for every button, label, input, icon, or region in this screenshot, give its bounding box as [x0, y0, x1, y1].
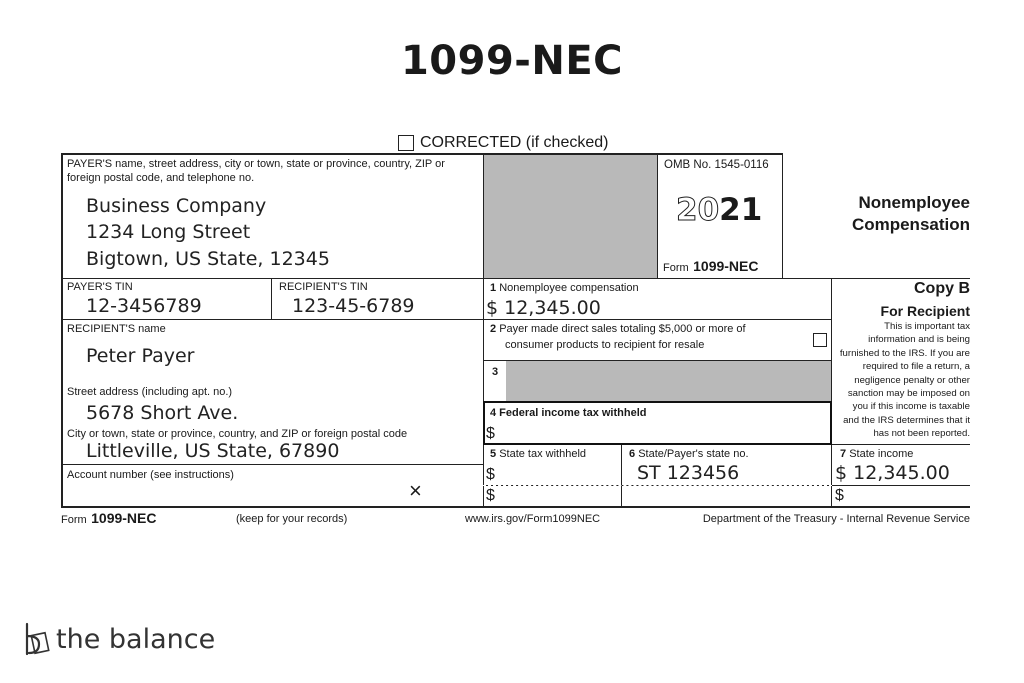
recipient-tin: 123-45-6789: [292, 295, 415, 317]
city-label: City or town, state or province, country, and ZIP or foreign postal code: [67, 428, 408, 440]
payer-label: PAYER'S name, street address, city or town, state or province, country, ZIP or foreign postal code, and telephone no.: [67, 158, 445, 184]
form-heading-line1: Nonemployee: [858, 193, 970, 212]
recipient-city: Littleville, US State, 67890: [86, 440, 340, 462]
corrected-label: CORRECTED (if checked): [420, 134, 609, 151]
divider: [61, 464, 484, 465]
box7-value: $ 12,345.00: [835, 462, 950, 484]
footer-department: Department of the Treasury - Internal Revenue Service: [702, 513, 970, 525]
copy-label: Copy B: [914, 280, 970, 297]
box3-shaded: [506, 361, 831, 401]
payer-city: Bigtown, US State, 12345: [86, 248, 330, 270]
box6-value: ST 123456: [637, 462, 740, 484]
recipient-name: Peter Payer: [86, 345, 195, 367]
payer-tin: 12-3456789: [86, 295, 202, 317]
box5-dollar-1: $: [486, 466, 495, 483]
form-border-top: [61, 153, 783, 155]
divider: [483, 485, 832, 486]
for-recipient-label: For Recipient: [880, 303, 970, 319]
tax-year-outline: 20: [676, 192, 720, 228]
recipient-tin-label: RECIPIENT'S TIN: [279, 281, 368, 293]
footer-url[interactable]: www.irs.gov/Form1099NEC: [465, 513, 601, 525]
divider: [271, 278, 272, 320]
box7-label: 7 State income: [840, 448, 914, 460]
box1-value: $ 12,345.00: [486, 297, 601, 319]
recipient-name-label: RECIPIENT'S name: [67, 323, 166, 335]
box5-dollar-2: $: [486, 487, 495, 504]
box4-label: 4 Federal income tax withheld: [490, 407, 647, 419]
footer-form-name: Form 1099-NEC: [61, 510, 157, 526]
divider: [657, 153, 658, 278]
recipient-notice: This is important tax information and is being furnished to the IRS. If you are required to file a return, a negligence penalty or other sanction may be imposed on you if this income is taxable and the IRS determines that it has not been reported.: [839, 321, 970, 440]
corrected-checkbox[interactable]: [398, 135, 414, 151]
tax-year: [676, 192, 762, 228]
close-icon: ×: [409, 478, 422, 503]
box3-label: 3: [492, 366, 499, 378]
box1-label: 1 Nonemployee compensation: [490, 282, 639, 294]
account-label: Account number (see instructions): [67, 469, 234, 481]
divider: [782, 153, 783, 278]
box2-label: 2 Payer made direct sales totaling $5,000 or more of: [490, 323, 746, 335]
shaded-area: [484, 155, 657, 278]
divider: [832, 485, 970, 486]
form-border-bottom: [61, 506, 970, 508]
footer-keep: (keep for your records): [236, 513, 348, 525]
payer-street: 1234 Long Street: [86, 221, 251, 243]
box5-label: 5 State tax withheld: [490, 448, 587, 460]
street-address: 5678 Short Ave.: [86, 402, 239, 424]
divider: [832, 444, 970, 445]
payer-name: Business Company: [86, 195, 267, 217]
omb-number: OMB No. 1545-0116: [664, 159, 769, 171]
box2-checkbox[interactable]: [813, 333, 827, 347]
form-heading-line2: Compensation: [851, 215, 970, 234]
form-border-left: [61, 153, 63, 507]
divider: [61, 278, 970, 279]
payer-tin-label: PAYER'S TIN: [67, 281, 133, 293]
page-title: 1099-NEC: [400, 38, 624, 84]
box7-dollar-2: $: [835, 487, 844, 504]
corrected-checkbox-row[interactable]: [398, 134, 608, 152]
divider: [621, 444, 622, 507]
street-label: Street address (including apt. no.): [67, 386, 233, 398]
divider: [483, 319, 832, 320]
logo-icon: [24, 622, 54, 656]
box6-label: 6 State/Payer's state no.: [629, 448, 749, 460]
tax-year-bold: 21: [719, 192, 763, 228]
box2-label-line2: consumer products to recipient for resale: [505, 339, 705, 351]
divider: [61, 319, 484, 320]
brand-logo-text: the balance: [56, 624, 216, 655]
box4-dollar: $: [486, 425, 495, 442]
form-name-header: Form 1099-NEC: [663, 258, 759, 274]
